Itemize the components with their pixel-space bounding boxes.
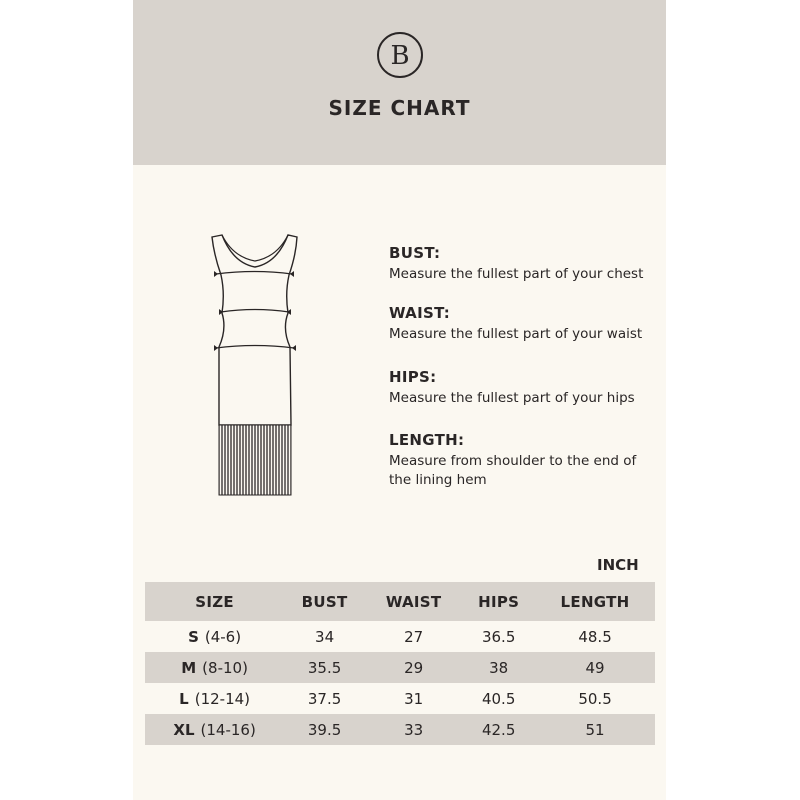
bust-cell: 35.5 [284,652,365,683]
waist-cell: 27 [404,627,424,646]
bust-cell: 39.5 [284,714,365,745]
hips-cell: 38 [462,652,535,683]
measure-label: BUST: [389,244,441,262]
length-cell: 49 [535,652,655,683]
size-cell [145,683,284,714]
size-range: (12-14) [194,689,251,708]
column-header-bust: BUST [284,582,365,621]
measure-hips [389,368,635,408]
measure-description-line: Measure from shoulder to the end of [389,453,637,469]
column-header-waist: WAIST [365,582,462,621]
measure-description: Measure the fullest part of your chest [389,266,644,282]
table-row [145,652,655,683]
size-range: (8-10) [202,658,248,677]
table-row [145,621,655,652]
measure-length [389,431,636,490]
header-band [133,0,666,165]
measure-description: Measure the fullest part of your hips [389,390,635,406]
waist-cell: 29 [365,652,462,683]
size-code: L [179,689,189,708]
table-row [145,683,655,714]
dress-diagram-icon [200,225,310,505]
bust-cell: 34 [315,627,335,646]
page-title: SIZE CHART [328,96,471,120]
size-cell [145,714,284,745]
measure-label: LENGTH: [389,431,465,449]
logo-letter: B [390,41,410,71]
column-header-length: LENGTH [535,582,655,621]
size-cell [145,621,284,652]
measure-description: Measure the fullest part of your waist [389,326,643,342]
brand-logo-icon [376,31,424,79]
size-table [145,582,655,745]
waist-cell: 31 [404,689,424,708]
length-cell: 50.5 [578,689,612,708]
hips-cell: 42.5 [462,714,535,745]
size-range: (14-16) [200,720,256,739]
measure-label: WAIST: [389,304,451,322]
bust-cell: 37.5 [307,689,342,708]
unit-label: INCH [597,556,639,574]
measure-label: HIPS: [389,368,437,386]
size-cell [145,652,284,683]
table-row [145,714,655,745]
size-range: (4-6) [204,627,242,646]
column-header-hips: HIPS [462,582,535,621]
size-code: M [181,658,197,677]
measure-bust [389,244,643,284]
measure-description [389,452,636,490]
hips-cell: 40.5 [481,689,516,708]
hips-cell: 36.5 [481,627,516,646]
measure-waist [389,304,642,344]
length-cell: 51 [535,714,655,745]
waist-cell: 33 [365,714,462,745]
table-header-row [145,582,655,621]
size-code: S [188,627,199,646]
column-header-size: SIZE [145,582,284,621]
size-code: XL [173,720,195,739]
length-cell: 48.5 [578,627,612,646]
measure-description-line: the lining hem [389,472,487,488]
